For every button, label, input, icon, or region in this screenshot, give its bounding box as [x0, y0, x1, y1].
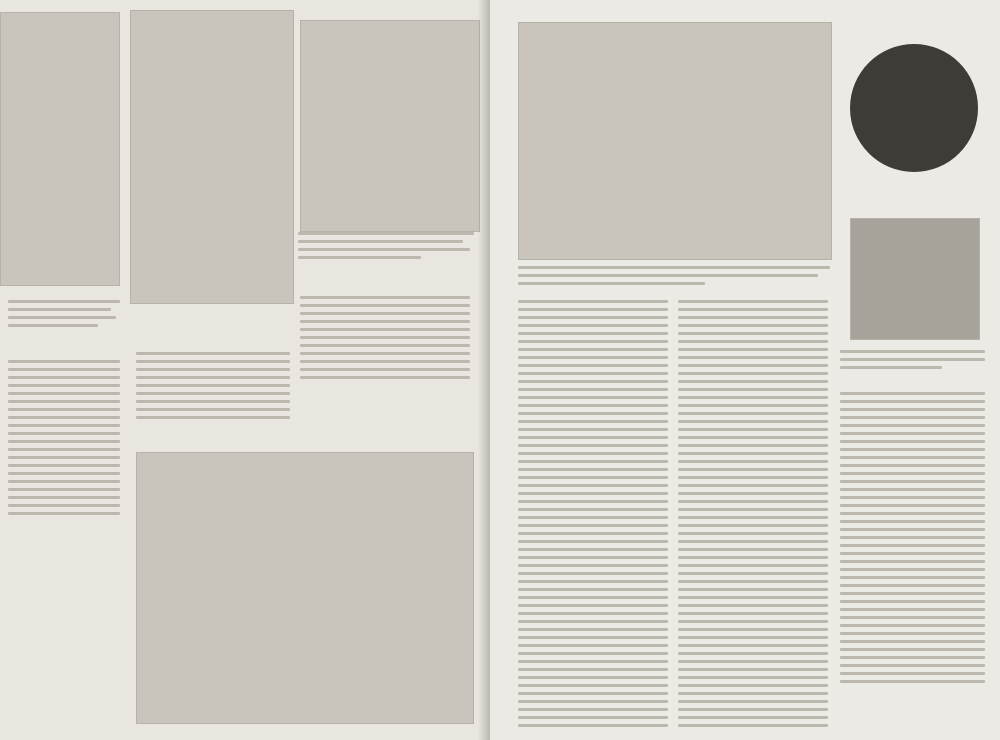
right-page	[490, 0, 1000, 740]
relief-figure-equites-singulares	[300, 20, 480, 232]
text-column-placeholder-5	[678, 300, 828, 732]
caption-placeholder-left	[8, 300, 120, 332]
caption-placeholder-legio	[518, 266, 830, 290]
relief-figure-standing-soldiers	[136, 452, 474, 724]
caption-placeholder-right	[298, 232, 474, 264]
tunic-roundel-eagle-image	[850, 44, 978, 172]
caption-placeholder-roundels	[840, 350, 985, 374]
text-column-placeholder-3	[300, 296, 470, 384]
relief-figure-constantine-rider	[130, 10, 294, 304]
left-page	[0, 0, 490, 740]
text-column-placeholder-1	[8, 360, 120, 520]
text-column-placeholder-6	[840, 392, 985, 688]
relief-figure-cavalry-left	[0, 12, 120, 286]
text-column-placeholder-4	[518, 300, 668, 732]
relief-figure-legio-ii-parthica	[518, 22, 832, 260]
tunic-square-warrior-image	[850, 218, 980, 340]
text-column-placeholder-2	[136, 352, 290, 424]
